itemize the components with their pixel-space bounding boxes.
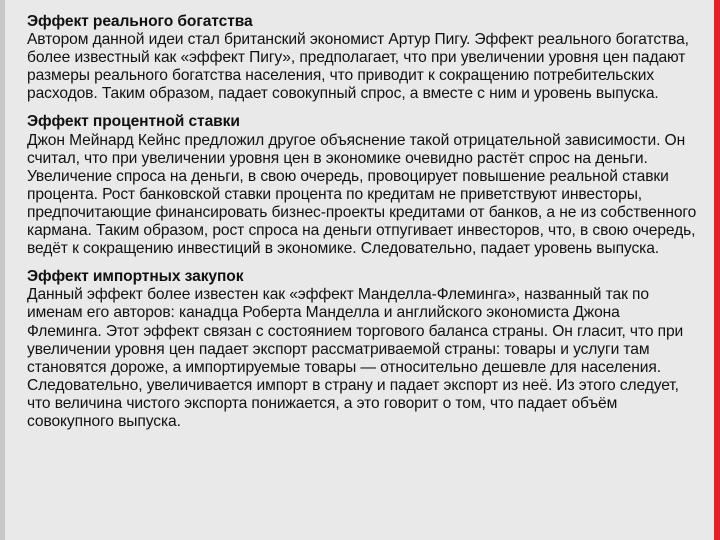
section-text: Автором данной идеи стал британский экономист Артур Пигу. Эффект реального богатства, более известный как «эффект Пигу», предполагает, что при увеличении уровня цен падают размеры реального богатства населения, что приводит к сокращению потребительских расходов. Таким образом, падает совокупный спрос, а вместе с ним и уровень выпуска. bbox=[27, 31, 689, 103]
right-accent-bar bbox=[714, 0, 720, 540]
section-text: Данный эффект более известен как «эффект Манделла-Флеминга», названный так по именам его авторов: канадца Роберта Манделла и английского экономиста Джона Флеминга. Этот эффект связан с состоянием торгового баланса страны. Он гласит, что при увеличении уровня цен падает экспорт рассматриваемой страны: товары и услуги там становятся дороже, а импортируемые товары — относительно дешевле для населения. Следовательно, увеличивается импорт в страну и падает экспорт из неё. Из этого следует, что величина чистого экспорта понижается, а это говорит о том, что падает объём совокупного выпуска. bbox=[27, 286, 684, 430]
section-real-wealth-effect bbox=[27, 13, 697, 103]
section-interest-rate-effect bbox=[27, 113, 697, 258]
section-import-effect bbox=[27, 268, 697, 431]
section-title: Эффект процентной ставки bbox=[27, 113, 240, 131]
section-title: Эффект реального богатства bbox=[27, 13, 253, 30]
left-decor-bar bbox=[0, 0, 5, 540]
section-title: Эффект импортных закупок bbox=[27, 268, 244, 286]
section-text: Джон Мейнард Кейнс предложил другое объяснение такой отрицательной зависимости. Он считал, что при увеличении уровня цен в экономике очевидно растёт спрос на деньги. Увеличение спроса на деньги, в свою очередь, провоцирует повышение реальной ставки процента. Рост банковской ставки процента по кредитам не приветствуют инвесторы, предпочитающие финансировать бизнес-проекты кредитами от банков, а не из собственного кармана. Таким образом, рост спроса на деньги отпугивает инвесторов, что, в свою очередь, ведёт к сокращению инвестиций в экономике. Следовательно, падает уровень выпуска. bbox=[27, 131, 697, 258]
slide-content bbox=[27, 13, 697, 441]
